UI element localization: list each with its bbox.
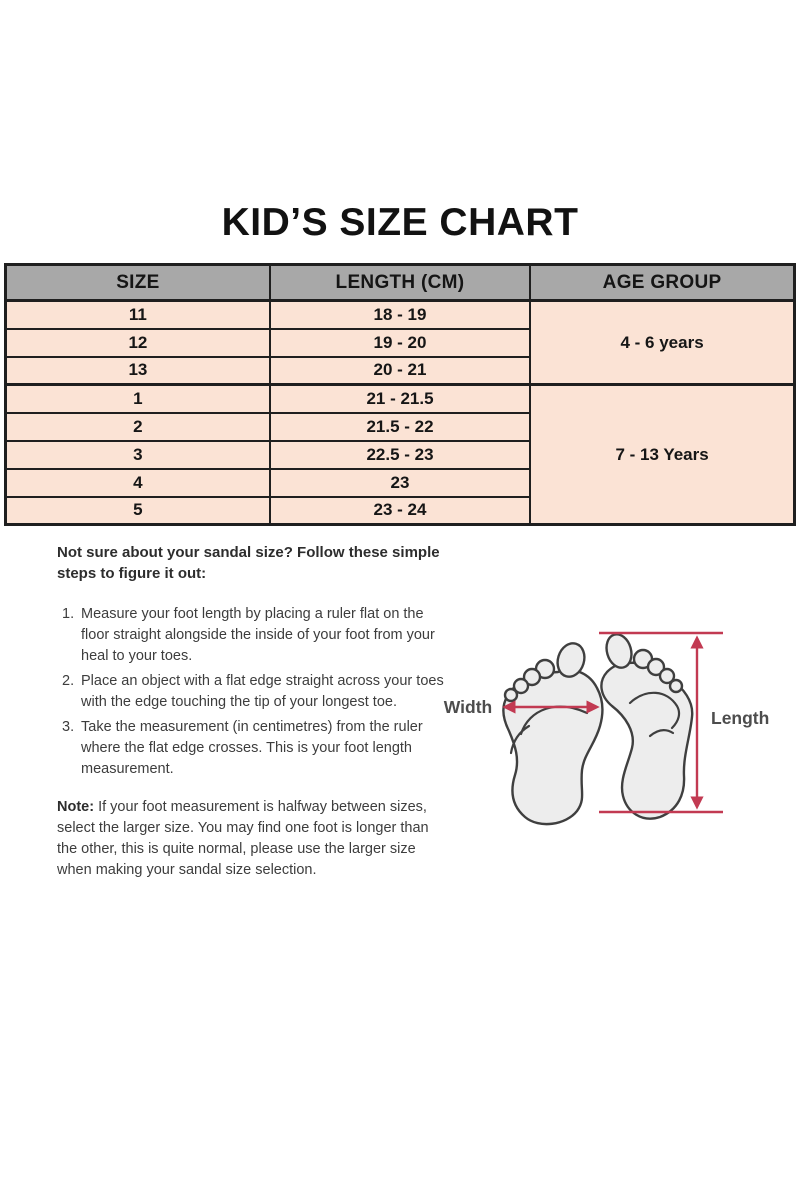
- left-toe: [505, 689, 517, 701]
- feet-illustration: [425, 606, 797, 838]
- length-label: Length: [711, 708, 770, 728]
- length-cell: 18 - 19: [270, 301, 530, 329]
- step-text: Take the measurement (in centimetres) from the ruler where the flat edge crosses. This is your foot length measurement.: [81, 718, 423, 777]
- length-cell: 19 - 20: [270, 329, 530, 357]
- width-label: Width: [443, 697, 493, 717]
- size-cell: 13: [6, 357, 270, 385]
- table-row: [6, 385, 795, 413]
- step-number: 1.: [62, 605, 75, 622]
- right-toe: [670, 680, 682, 692]
- note-text: If your foot measurement is halfway between sizes, select the larger size. You may find one foot is longer than the other, this is quite normal, please use the larger size when making your sandal size selection.: [57, 798, 429, 878]
- step-number: 3.: [62, 718, 75, 735]
- instructions-block: [57, 542, 451, 881]
- step-item: [57, 717, 451, 780]
- age-group-cell: 4 - 6 years: [530, 301, 794, 385]
- length-cell: 21 - 21.5: [270, 385, 530, 413]
- length-cell: 23: [270, 469, 530, 497]
- step-text: Place an object with a flat edge straight across your toes with the edge touching the tip of your longest toe.: [81, 672, 444, 710]
- length-cell: 22.5 - 23: [270, 441, 530, 469]
- size-cell: 11: [6, 301, 270, 329]
- size-cell: 1: [6, 385, 270, 413]
- age-group-cell: 7 - 13 Years: [530, 385, 794, 525]
- length-cell: 20 - 21: [270, 357, 530, 385]
- instructions-steps: [57, 604, 451, 780]
- length-cell: 21.5 - 22: [270, 413, 530, 441]
- size-cell: 3: [6, 441, 270, 469]
- instructions-heading: Not sure about your sandal size? Follow these simple steps to figure it out:: [57, 544, 440, 583]
- header-size: SIZE: [6, 265, 270, 301]
- size-table: [4, 263, 796, 526]
- size-cell: 12: [6, 329, 270, 357]
- right-footprint: [601, 631, 692, 818]
- step-number: 2.: [62, 672, 75, 689]
- left-footprint: [503, 640, 602, 824]
- header-age-group: AGE GROUP: [530, 265, 794, 301]
- step-item: [57, 671, 451, 713]
- foot-measurement-diagram: [425, 606, 797, 838]
- size-cell: 2: [6, 413, 270, 441]
- note-label: Note:: [57, 798, 95, 815]
- step-item: [57, 604, 451, 667]
- note-paragraph: [57, 797, 451, 881]
- header-length: LENGTH (CM): [270, 265, 530, 301]
- table-header-row: [6, 265, 795, 301]
- size-cell: 4: [6, 469, 270, 497]
- table-row: [6, 301, 795, 329]
- step-text: Measure your foot length by placing a ruler flat on the floor straight alongside the inside of your foot from your heal to your toes.: [81, 605, 435, 664]
- page-title: KID’S SIZE CHART: [221, 201, 579, 244]
- length-cell: 23 - 24: [270, 497, 530, 525]
- size-cell: 5: [6, 497, 270, 525]
